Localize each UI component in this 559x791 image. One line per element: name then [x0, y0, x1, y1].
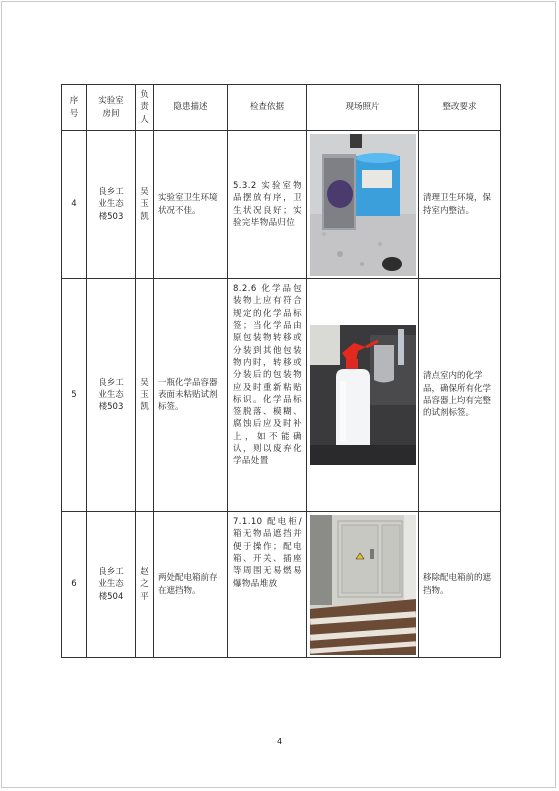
page-number: 4 — [276, 737, 283, 746]
person-cell: 赵之平 — [136, 512, 154, 658]
rectify-cell: 清点室内的化学品，确保所有化学品容器上均有完整的试剂标签。 — [419, 279, 501, 512]
inspection-table — [61, 84, 501, 658]
room-cell: 良乡工业生态楼504 — [87, 512, 136, 658]
header-no: 序号 — [62, 85, 87, 131]
rectify-cell: 清理卫生环境，保持室内整洁。 — [419, 131, 501, 279]
hazard-cell: 两处配电箱前存在遮挡物。 — [154, 512, 228, 658]
trash-bins-photo — [310, 134, 416, 276]
rectify-cell: 移除配电箱前的遮挡物。 — [419, 512, 501, 658]
header-basis: 检查依据 — [228, 85, 307, 131]
table-row — [62, 131, 501, 279]
electrical-cabinet-photo — [310, 515, 416, 655]
basis-cell: 5.3.2 实验室物品摆放有序，卫生状况良好；实验完毕物品归位 — [228, 131, 307, 279]
row-number: 5 — [62, 279, 87, 512]
hazard-cell: 一瓶化学品容器表面未粘贴试剂标签。 — [154, 279, 228, 512]
header-rectify: 整改要求 — [419, 85, 501, 131]
header-hazard: 隐患描述 — [154, 85, 228, 131]
room-cell: 良乡工业生态楼503 — [87, 279, 136, 512]
person-cell: 吴玉凯 — [136, 279, 154, 512]
header-photo: 现场照片 — [307, 85, 419, 131]
room-cell: 良乡工业生态楼503 — [87, 131, 136, 279]
row-number: 6 — [62, 512, 87, 658]
header-person: 负责人 — [136, 85, 154, 131]
basis-cell: 8.2.6 化学品包装物上应有符合规定的化学品标签；当化学品由原包装物转移或分装到其他包装物内时，转移或分装后的包装物应及时重新粘贴标识。化学品标签脱落、模糊、腐蚀后应及时补上，如不能确认，则以废弃化学品处置 — [228, 279, 307, 512]
person-cell: 吴玉凯 — [136, 131, 154, 279]
table-row — [62, 512, 501, 658]
basis-cell: 7.1.10 配电柜/箱无物品遮挡并便于操作；配电箱、开关、插座等周围无易燃易爆物品堆放 — [228, 512, 307, 658]
table-row — [62, 279, 501, 512]
hazard-cell: 实验室卫生环境状况不佳。 — [154, 131, 228, 279]
table-header-row — [62, 85, 501, 131]
header-room: 实验室房间 — [87, 85, 136, 131]
wash-bottle-photo — [310, 325, 416, 465]
row-number: 4 — [62, 131, 87, 279]
